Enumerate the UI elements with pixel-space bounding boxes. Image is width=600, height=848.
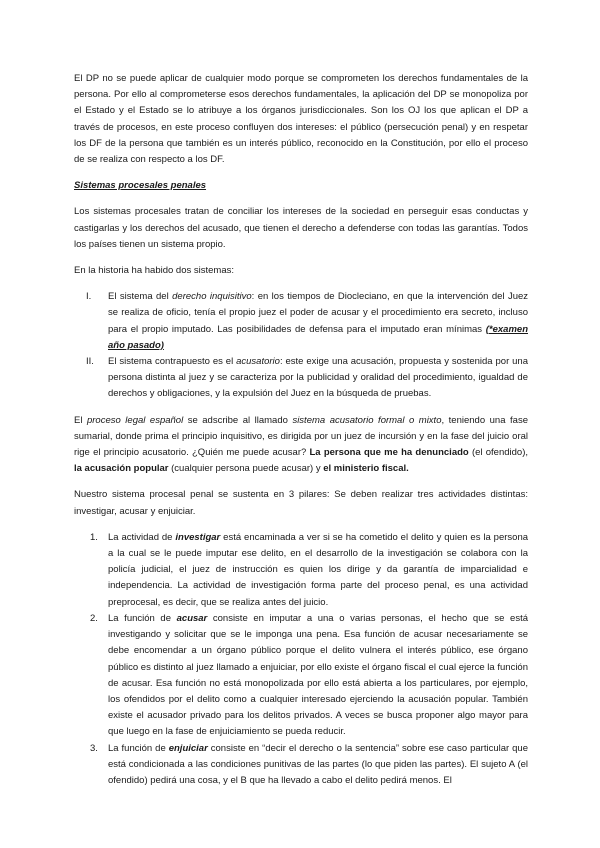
list-text: consiste en “decir el derecho o la sentencia” sobre ese caso particular que está condicionada a las condiciones punitivas de las partes (lo que piden las partes). El sujeto A (el ofendido) pedirá una cosa, y el B que ha llevado a cabo el delito pedirá menos. El	[108, 742, 529, 786]
bold-denunciante: La persona que me ha denunciado	[309, 447, 469, 459]
list-marker: 2.	[90, 612, 98, 624]
term-enjuiciar: enjuiciar	[168, 742, 208, 754]
list-text: La actividad de	[108, 531, 176, 543]
text: El	[74, 414, 87, 426]
bold-acusacion-popular: la acusación popular	[74, 463, 169, 475]
term-acusatorio: acusatorio	[236, 356, 280, 368]
intro-paragraph: El DP no se puede aplicar de cualquier modo porque se comprometen los derechos fundamentales de la persona. Por ello al comprometerse esos derechos fundamentales, la aplicación del DP se monopoliza por el Estado y el Estado se lo atribuye a los órganos jurisdiccionales. Son los OJ los que aplican el DP a través de procesos, en este proceso confluyen dos intereses: el público (persecución penal) y en respetar los DF de la persona que también es un interés público, reconocido en la Constitución, por ello el proceso de se realiza con respecto a los DF.	[74, 73, 528, 166]
term-sistema-mixto: sistema acusatorio formal o mixto	[292, 414, 442, 426]
list-marker: 3.	[90, 742, 98, 754]
list-text: está encaminada a ver si se ha cometido el delito y quien es la persona a la cual se le puede imputar ese delito, en el desarrollo de la investigación se colabora con la policía judicial, el juez de instrucción es quien los dirige y da garantía de imparcialidad e independencia. La actividad de investigación forma parte del proceso penal, es una actividad preprocesal, es decir, que se realiza antes del juicio.	[108, 531, 529, 608]
list-text: El sistema contrapuesto es el	[108, 356, 237, 368]
pillars-intro-paragraph: Nuestro sistema procesal penal se sustenta en 3 pilares: Se deben realizar tres actividades distintas: investigar, acusar y enjuiciar.	[74, 489, 528, 517]
list-text: : este exige una acusación, propuesta y sostenida por una persona distinta al juez y se caracteriza por la publicidad y oralidad del procedimiento, igualdad de derechos y obligaciones, y la expulsión del Juez en la búsqueda de pruebas.	[108, 356, 528, 400]
text: (el ofendido),	[468, 447, 528, 459]
pillars-list	[74, 530, 528, 789]
spanish-process-paragraph	[74, 413, 528, 478]
list-text: : en los tiempos de Diocleciano, en que la intervención del Juez se realiza de oficio, tenía el propio juez el poder de acusar y el procedimiento era secreto, incluso para el propio imputado. Las posibilidades de defensa para el imputado eran mínimas	[108, 291, 529, 335]
list-item	[74, 611, 528, 741]
text: .	[406, 463, 409, 475]
list-item	[74, 741, 528, 790]
text: se adscribe al llamado	[183, 414, 293, 426]
systems-list	[74, 289, 528, 402]
bold-ministerio-fiscal: el ministerio fiscal	[323, 463, 407, 475]
history-paragraph: En la historia ha habido dos sistemas:	[74, 265, 235, 277]
list-marker: II.	[86, 356, 94, 368]
list-item	[74, 530, 528, 611]
term-proceso-legal: proceso legal español	[86, 414, 184, 426]
list-marker: I.	[86, 291, 92, 303]
term-investigar: investigar	[175, 531, 221, 543]
systems-intro-paragraph: Los sistemas procesales tratan de conciliar los intereses de la sociedad en perseguir esas conductas y castigarlas y los derechos del acusado, que tienen el derecho a defenderse con todas las garantías. Todos los países tienen un sistema propio.	[74, 206, 528, 250]
text: (cualquier persona puede acusar) y	[168, 463, 324, 475]
list-item	[74, 289, 528, 354]
list-text: El sistema del	[108, 291, 173, 303]
list-text: La función de	[108, 612, 177, 624]
text: , teniendo una fase sumarial, donde prima el principio inquisitivo, es dirigida por un juez de incursión y en la fase del juicio oral rige el principio acusatorio. ¿Quién me puede acusar?	[74, 414, 528, 459]
term-inquisitivo: derecho inquisitivo	[172, 291, 252, 303]
list-text: consiste en imputar a una o varias personas, el hecho que se está investigando y solicitar que se le imponga una pena. Esa función de acusar necesariamente se debe encomendar a un órgano público porque el delito vulnera el interés público, ese órgano público es distinto al juez llamado a enjuiciar, por ello existe el órgano fiscal el cual ejerce la función de acusar. Esa función no está monopolizada por ello está abierta a los particulares, por ejemplo, los ofendidos por el delito como a cualquier interesado ejerciendo la acusación popular. También existe el acusador privado para los delitos privados. A veces se busca proponer algo mayor para que luego en la fase de enjuiciamiento se pueda reducir.	[108, 612, 528, 738]
exam-note: (*examen año pasado)	[108, 323, 528, 351]
list-text: La función de	[108, 742, 169, 754]
list-item	[74, 354, 528, 403]
term-acusar: acusar	[176, 612, 208, 624]
section-heading: Sistemas procesales penales	[74, 180, 207, 192]
list-marker: 1.	[90, 531, 98, 543]
